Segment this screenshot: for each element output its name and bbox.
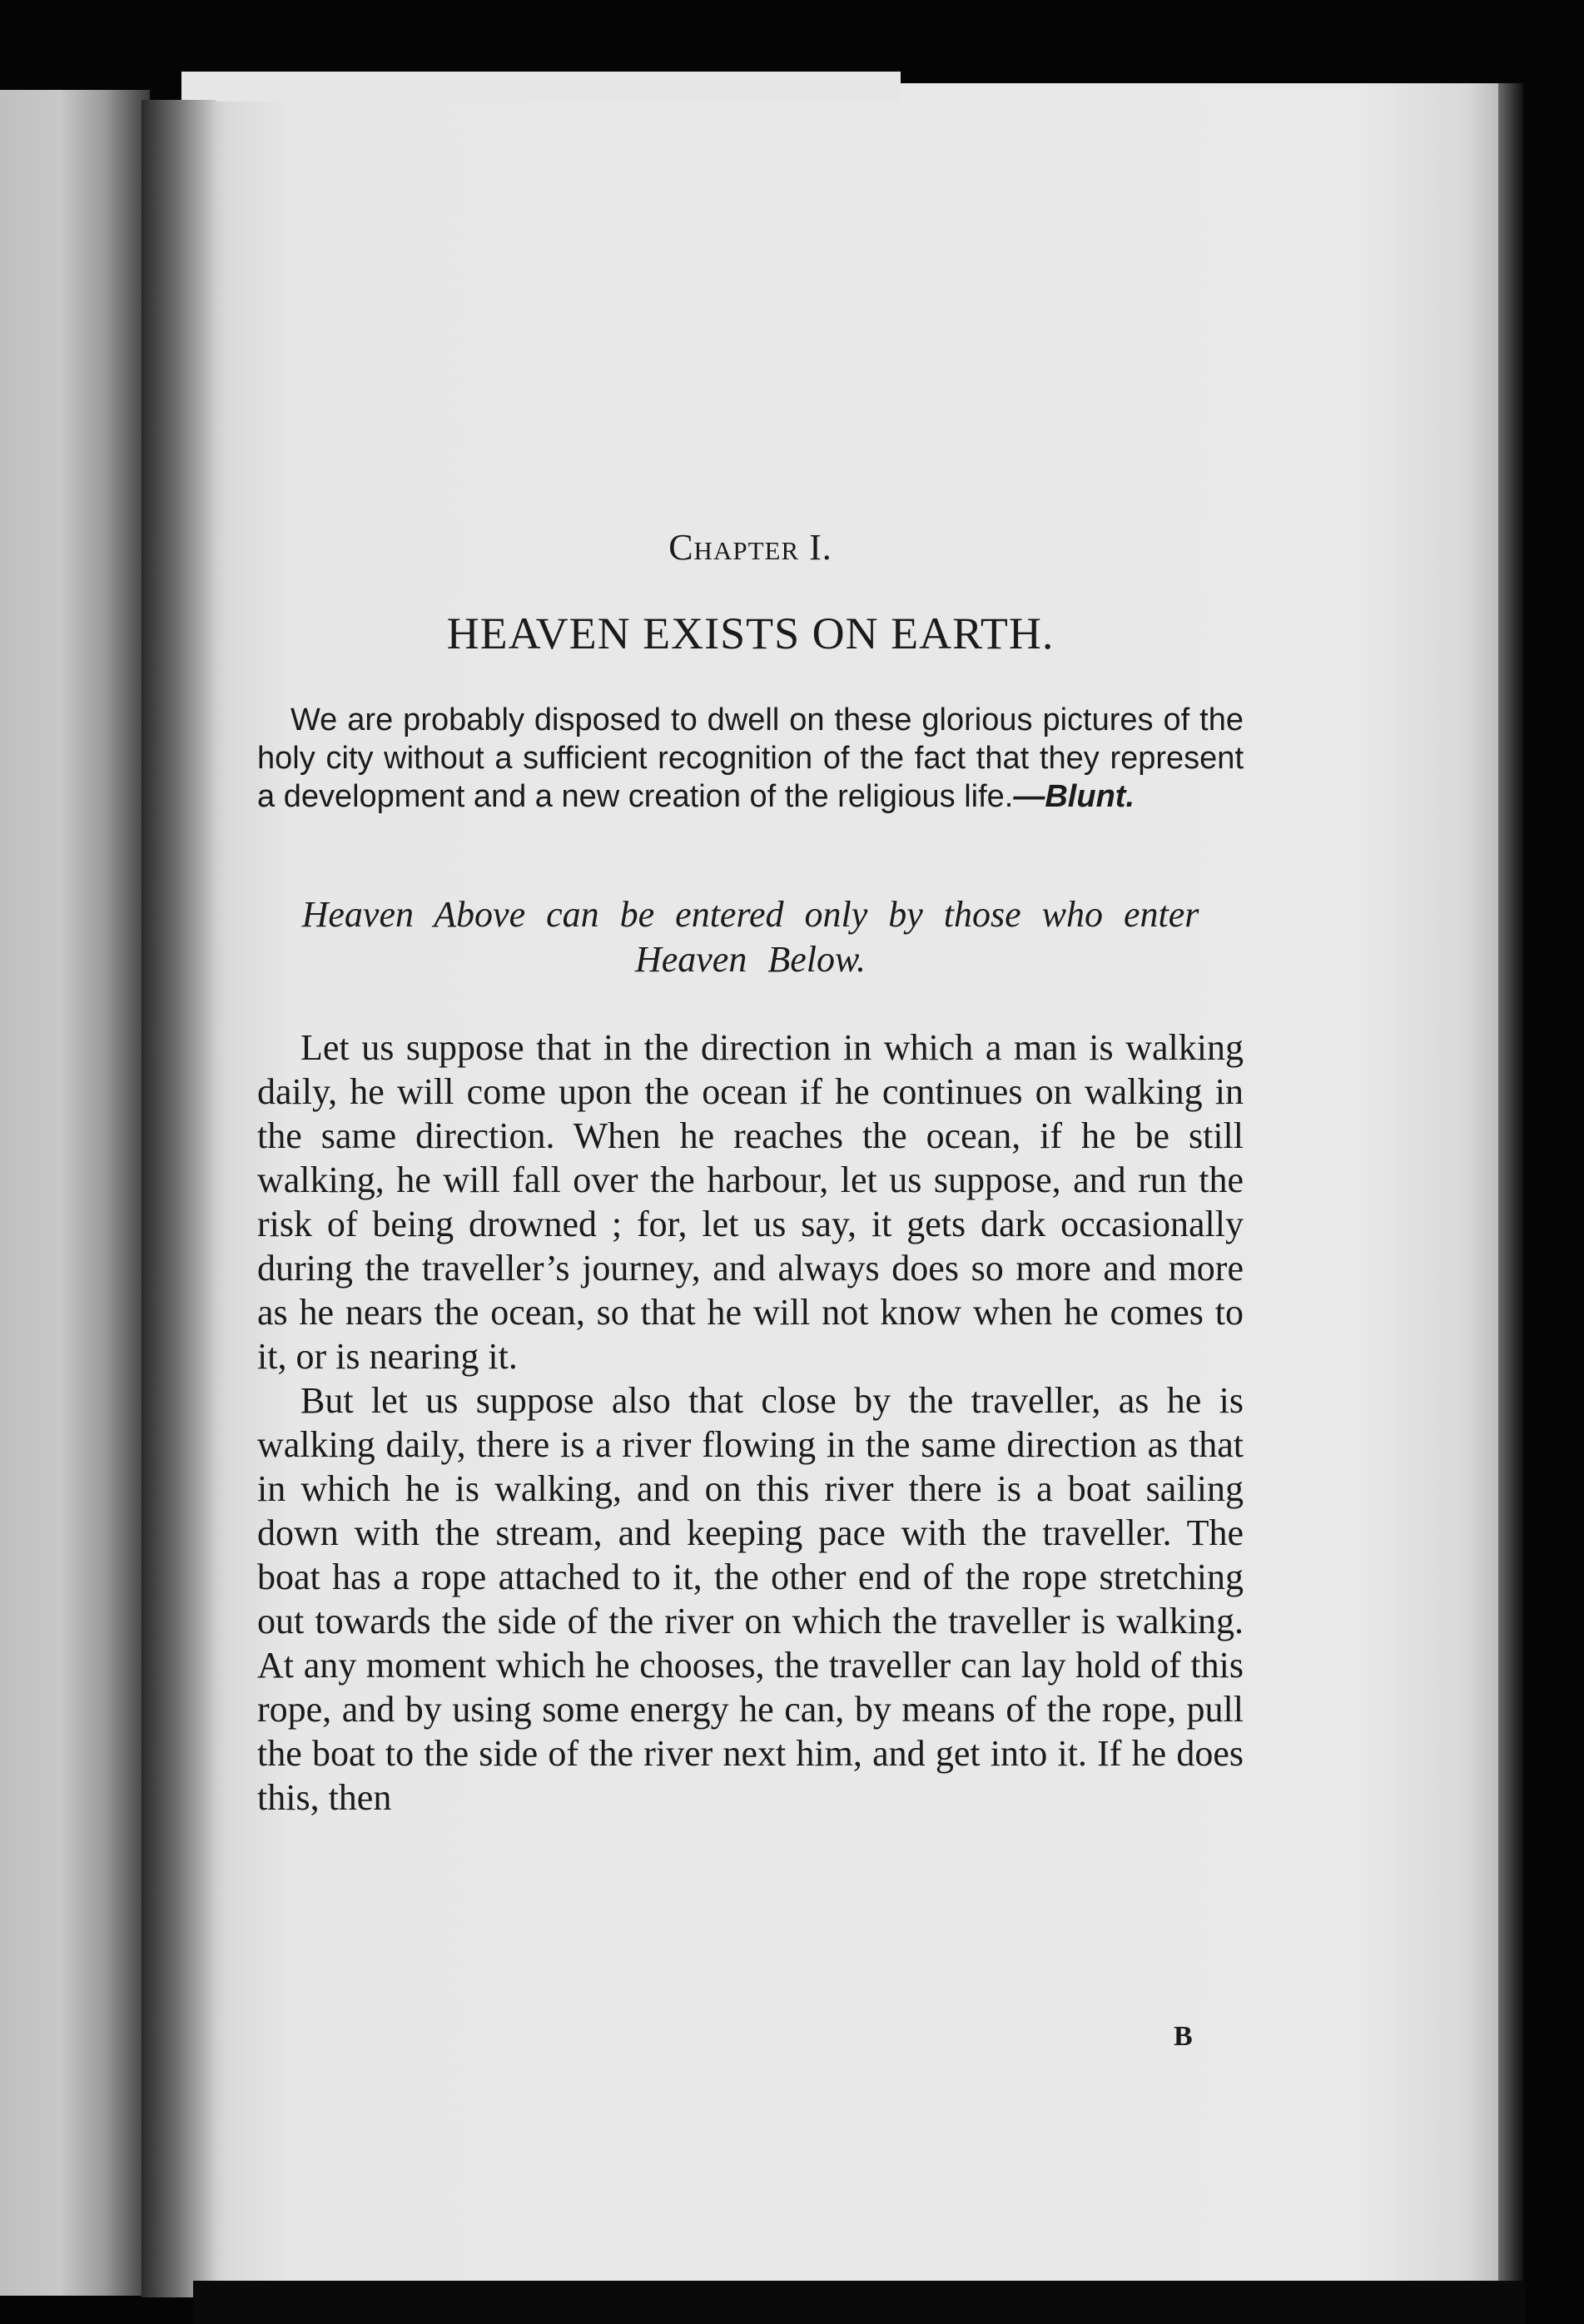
chapter-number: I.	[809, 527, 832, 568]
paragraph: But let us suppose also that close by the traveller, as he is walking daily, there is a river flowing in the same direction as that in which he is walking, and on this river there is a boat sailing down with the stream, and keeping pace with the traveller. The boat has a rope attached to it, the other end of the rope stretching out towards the side of the river on which the traveller is walking. At any moment which he chooses, the traveller can lay hold of this rope, and by using some energy he can, by means of the rope, pull the boat to the side of the river next him, and get into it. If he does this, then	[257, 1380, 1244, 1818]
signature-mark: B	[1174, 2021, 1193, 2052]
chapter-motto: Heaven Above can be entered only by those who enter Heaven Below.	[301, 894, 1199, 980]
top-paper-strip	[181, 72, 901, 102]
epigraph-text: We are probably disposed to dwell on these glorious pictures of the holy city without a sufficient recognition of the fact that they represent a development and a new creation of the religious life.	[257, 703, 1244, 814]
bottom-shadow	[193, 2281, 1525, 2324]
chapter-title: HEAVEN EXISTS ON EARTH.	[446, 608, 1055, 658]
paragraph: Let us suppose that in the direction in which a man is walking daily, he will come upon the ocean if he continues on walking in the same direction. When he reaches the ocean, if he be still walking, he will fall over the harbour, let us suppose, and run the risk of being drowned ; for, let us say, it gets dark occasionally during the traveller’s journey, and always does so more and more as he nears the ocean, so that he will not know when he comes to it, or is nearing it.	[257, 1027, 1244, 1377]
epigraph-attribution: —Blunt.	[1013, 779, 1135, 814]
body-text	[257, 1025, 1244, 1820]
epigraph	[257, 701, 1244, 816]
chapter-label: Chapter	[668, 527, 800, 568]
chapter-heading	[257, 526, 1244, 569]
left-page-edge	[0, 90, 150, 2296]
gutter-shadow	[142, 100, 216, 2297]
right-edge-shadow	[1498, 83, 1523, 2297]
